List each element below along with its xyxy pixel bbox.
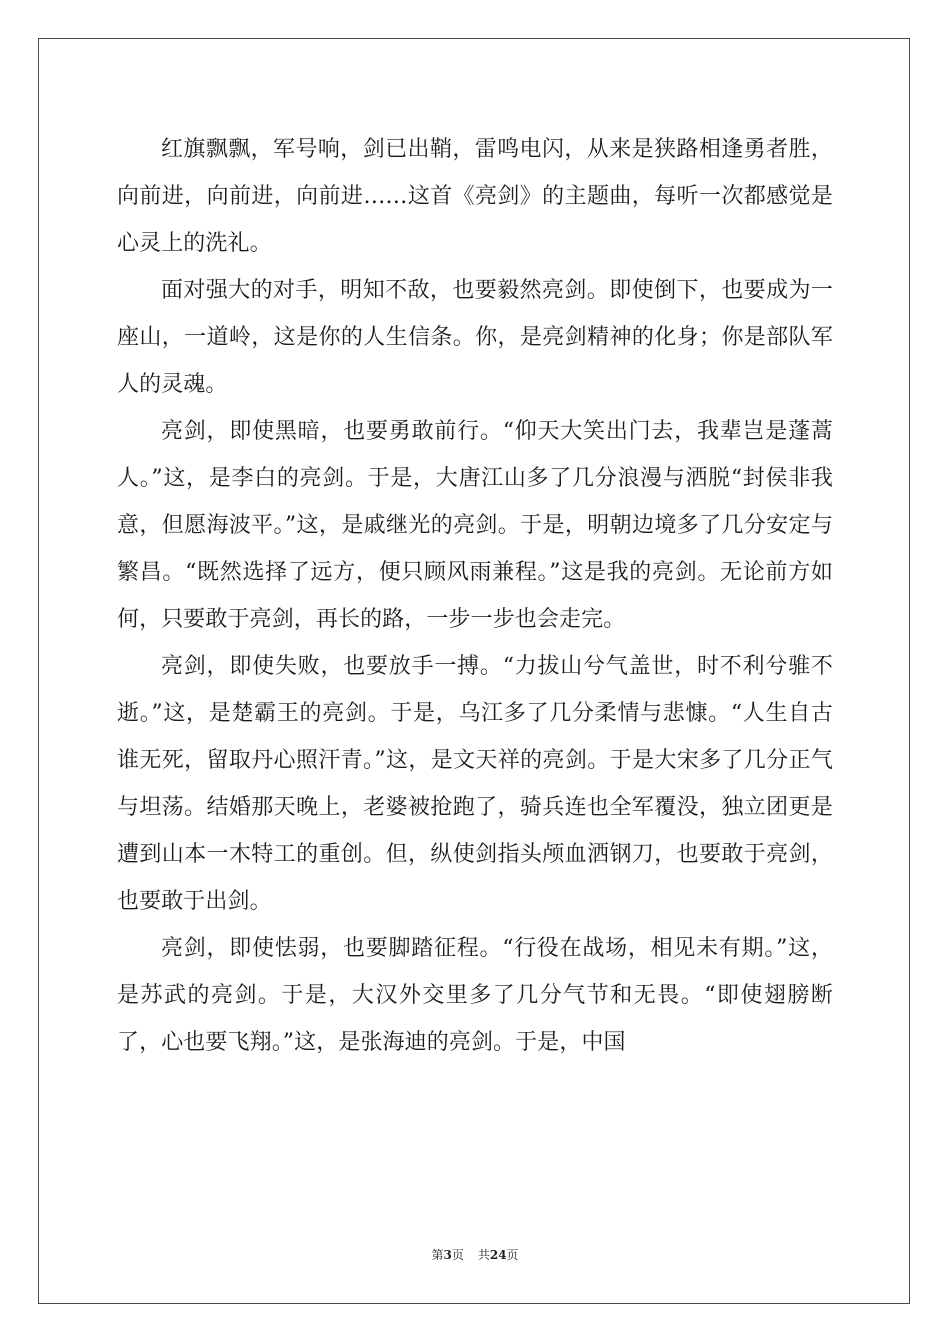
page-prefix: 第 bbox=[431, 1248, 444, 1262]
page-suffix: 页 bbox=[451, 1248, 464, 1262]
paragraph: 亮剑，即使失败，也要放手一搏。“力拔山兮气盖世，时不利兮骓不逝。”这，是楚霸王的亮剑。于是，乌江多了几分柔情与悲慷。“人生自古谁无死，留取丹心照汗青。”这，是文天祥的亮剑。于是大宋多了几分正气与坦荡。结婚那天晚上，老婆被抢跑了，骑兵连也全军覆没，独立团更是遭到山本一木特工的重创。但，纵使剑指头颅血洒钢刀，也要敢于亮剑，也要敢于出剑。 bbox=[117, 654, 833, 914]
total-prefix: 共 bbox=[477, 1248, 490, 1262]
total-suffix: 页 bbox=[506, 1248, 519, 1262]
paragraph: 亮剑，即使黑暗，也要勇敢前行。“仰天大笑出门去，我辈岂是蓬蒿人。”这，是李白的亮剑。于是，大唐江山多了几分浪漫与洒脱“封侯非我意，但愿海波平。”这，是戚继光的亮剑。于是，明朝边境多了几分安定与繁昌。“既然选择了远方，便只顾风雨兼程。”这是我的亮剑。无论前方如何，只要敢于亮剑，再长的路，一步一步也会走完。 bbox=[117, 419, 833, 632]
page-number: 3 bbox=[443, 1248, 452, 1262]
paragraph: 面对强大的对手，明知不敌，也要毅然亮剑。即使倒下，也要成为一座山，一道岭，这是你的人生信条。你，是亮剑精神的化身；你是部队军人的灵魂。 bbox=[117, 278, 833, 397]
paragraph: 亮剑，即使怯弱，也要脚踏征程。“行役在战场，相见未有期。”这，是苏武的亮剑。于是，大汉外交里多了几分气节和无畏。“即使翅膀断了，心也要飞翔。”这，是张海迪的亮剑。于是，中国 bbox=[117, 936, 833, 1055]
page-footer bbox=[0, 1246, 950, 1263]
document-body bbox=[117, 126, 833, 1066]
paragraph: 红旗飘飘，军号响，剑已出鞘，雷鸣电闪，从来是狭路相逢勇者胜，向前进，向前进，向前进……这首《亮剑》的主题曲，每听一次都感觉是心灵上的洗礼。 bbox=[117, 137, 833, 256]
total-pages: 24 bbox=[489, 1248, 507, 1262]
